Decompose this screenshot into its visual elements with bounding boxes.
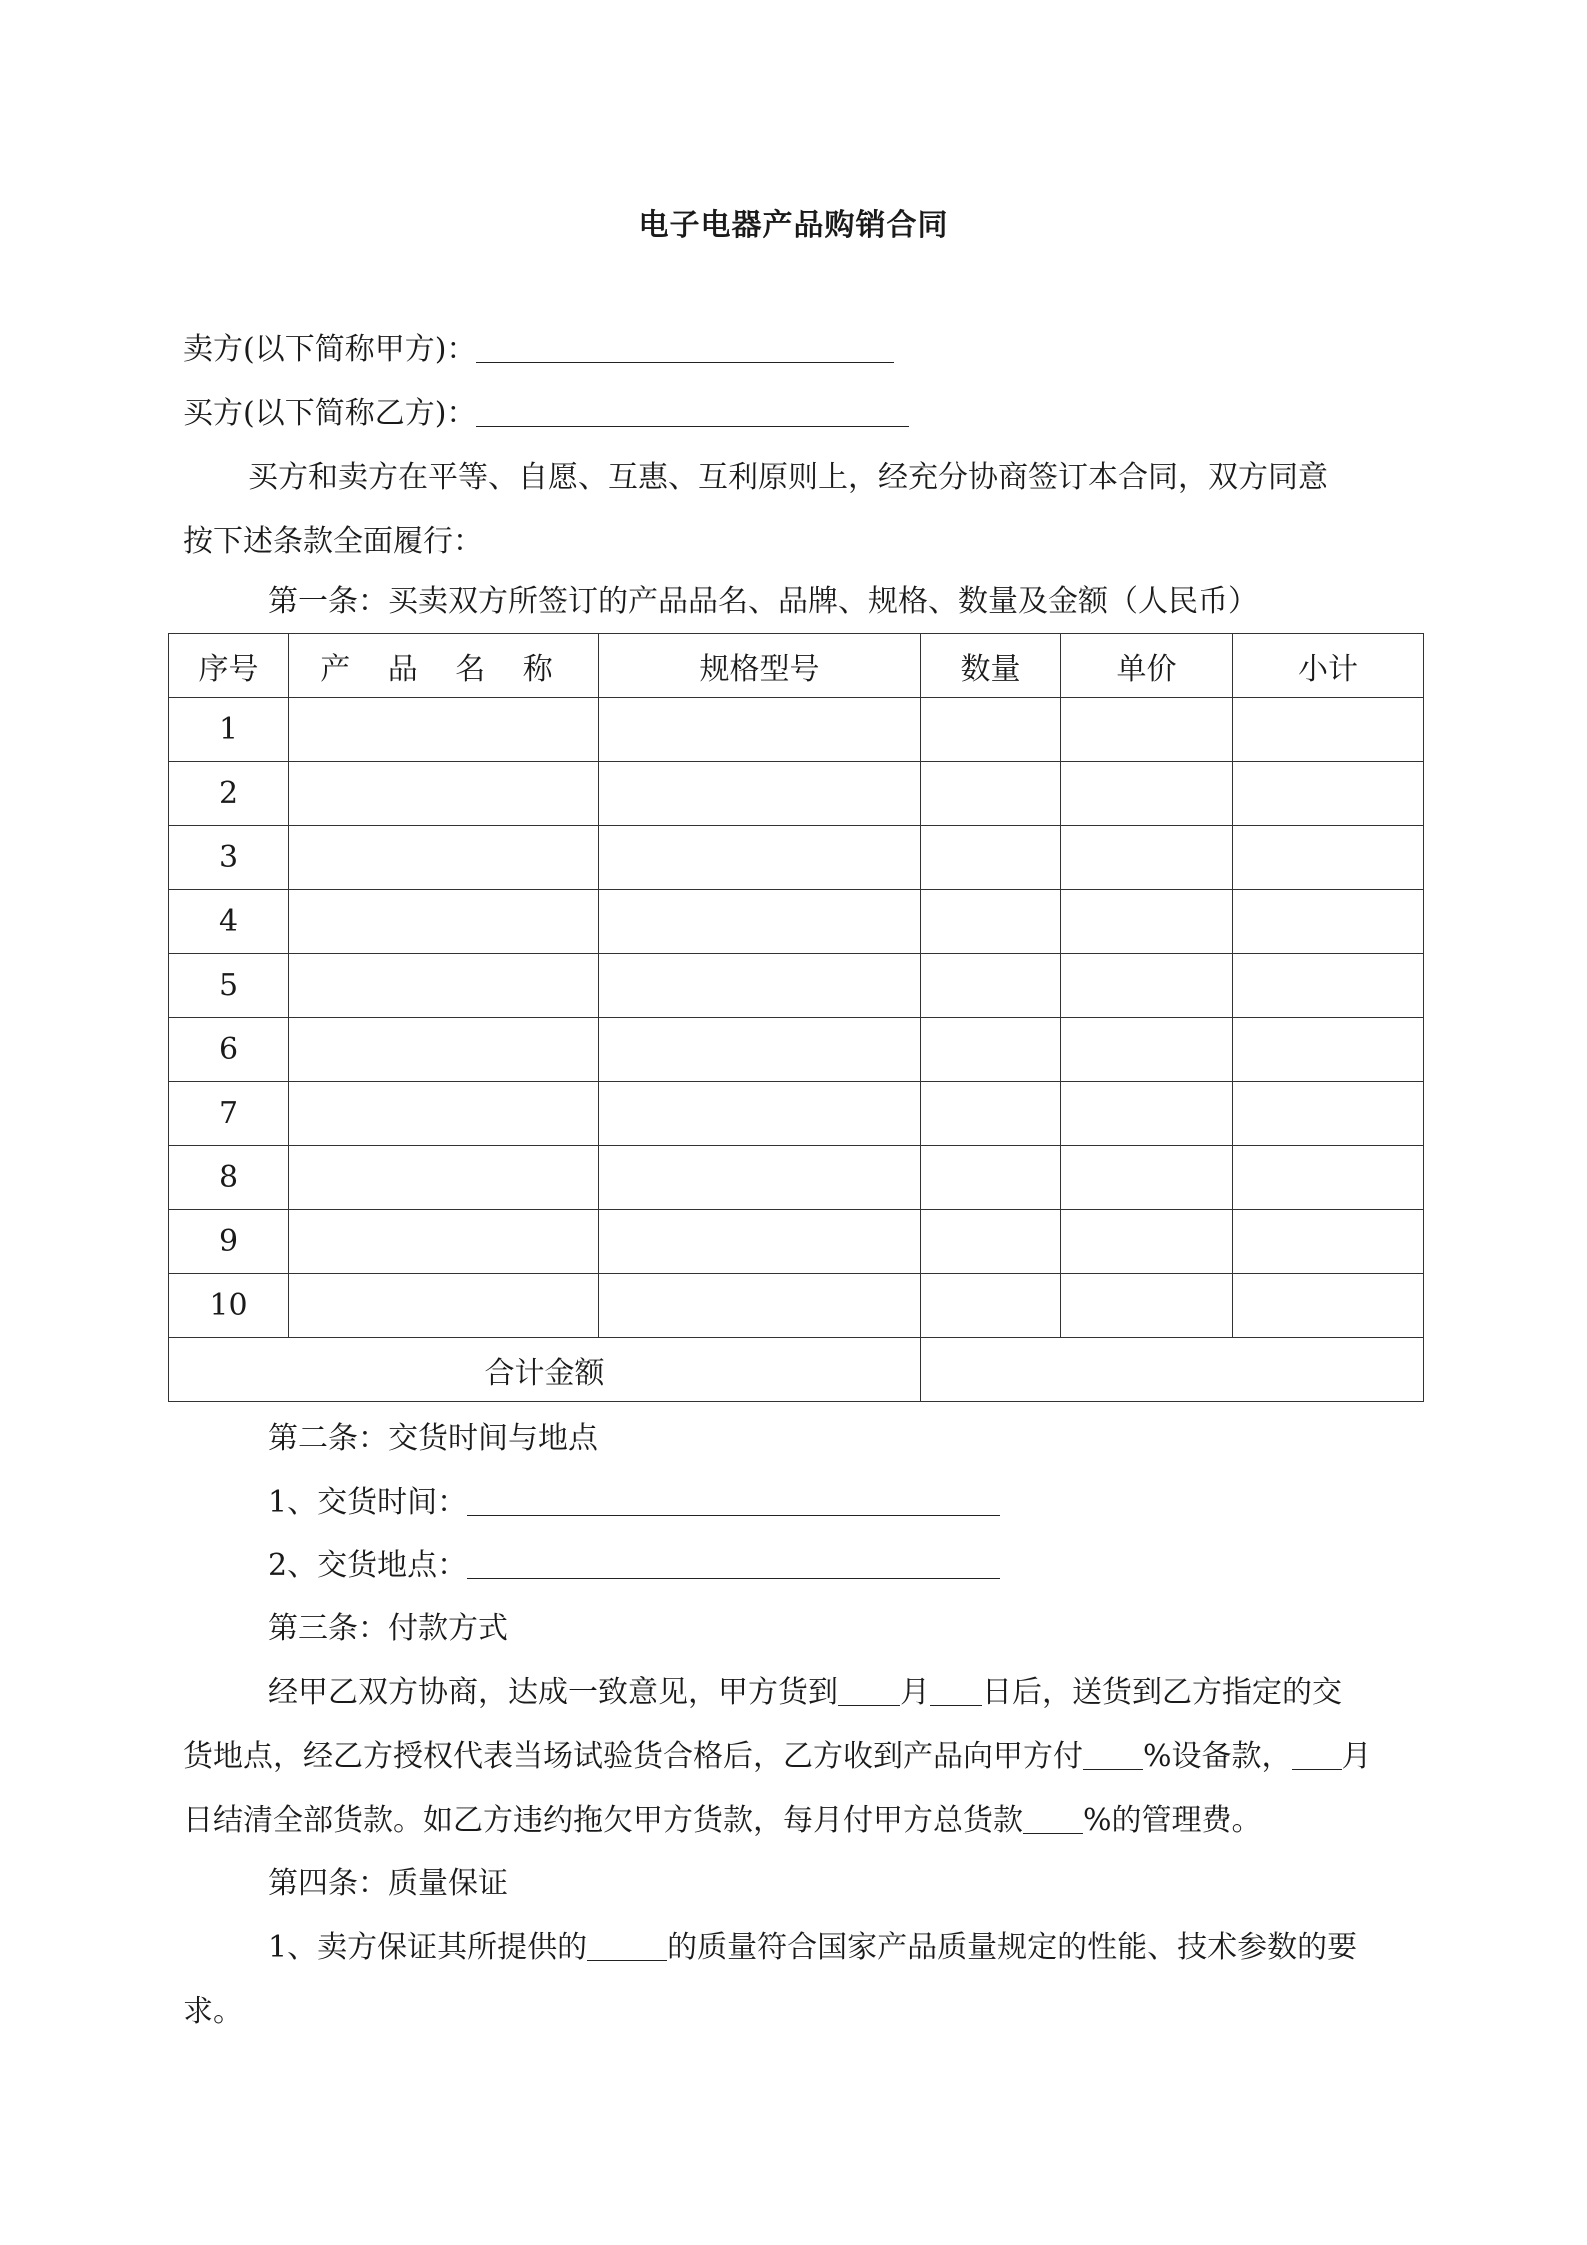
delivery-time-label: 1、交货时间： (268, 1485, 468, 1520)
row-index: 10 (169, 1274, 289, 1338)
quantity-cell[interactable] (921, 698, 1061, 762)
quantity-cell[interactable] (921, 954, 1061, 1018)
product-name-cell[interactable] (289, 1018, 599, 1082)
payment-text: 货地点，经乙方授权代表当场试验货合格后，乙方收到产品向甲方付 (183, 1739, 1083, 1774)
quantity-cell[interactable] (921, 826, 1061, 890)
row-index: 2 (169, 762, 289, 826)
seller-name-field[interactable] (476, 332, 894, 363)
model-cell[interactable] (599, 1274, 921, 1338)
table-row (169, 1082, 1424, 1146)
table-row (169, 762, 1424, 826)
row-index: 3 (169, 826, 289, 890)
payment-text: 经甲乙双方协商，达成一致意见，甲方货到 (268, 1675, 838, 1710)
col-header-product-name: 产 品 名 称 (289, 634, 599, 698)
payment-text: %设备款， (1143, 1739, 1292, 1774)
seller-label: 卖方(以下简称甲方)： (183, 332, 477, 367)
payment-text: 日后，送货到乙方指定的交 (982, 1675, 1342, 1710)
payment-text: 月 (900, 1675, 930, 1710)
subtotal-cell[interactable] (1233, 1210, 1424, 1274)
model-cell[interactable] (599, 762, 921, 826)
table-row (169, 1146, 1424, 1210)
arrival-day-field[interactable] (930, 1675, 982, 1706)
deposit-percent-field[interactable] (1083, 1739, 1143, 1770)
product-name-cell[interactable] (289, 954, 599, 1018)
buyer-name-field[interactable] (476, 396, 909, 427)
product-field[interactable] (587, 1930, 667, 1961)
unit-price-cell[interactable] (1061, 890, 1233, 954)
subtotal-cell[interactable] (1233, 698, 1424, 762)
model-cell[interactable] (599, 826, 921, 890)
unit-price-cell[interactable] (1061, 954, 1233, 1018)
row-index: 7 (169, 1082, 289, 1146)
col-header-quantity: 数量 (921, 634, 1061, 698)
delivery-time-line (268, 1483, 1000, 1523)
model-cell[interactable] (599, 698, 921, 762)
article-3-heading: 第三条：付款方式 (268, 1611, 508, 1646)
buyer-label: 买方(以下简称乙方)： (183, 396, 477, 431)
table-row (169, 826, 1424, 890)
settlement-month-field[interactable] (1292, 1739, 1342, 1770)
quantity-cell[interactable] (921, 1274, 1061, 1338)
payment-line-1 (268, 1673, 1342, 1713)
arrival-month-field[interactable] (838, 1675, 900, 1706)
product-name-cell[interactable] (289, 762, 599, 826)
management-fee-percent-field[interactable] (1023, 1803, 1083, 1834)
quantity-cell[interactable] (921, 890, 1061, 954)
product-name-cell[interactable] (289, 890, 599, 954)
delivery-time-field[interactable] (467, 1485, 1000, 1516)
col-header-unit-price: 单价 (1061, 634, 1233, 698)
payment-line-2 (183, 1737, 1372, 1777)
model-cell[interactable] (599, 1018, 921, 1082)
row-index: 6 (169, 1018, 289, 1082)
intro-line-1: 买方和卖方在平等、自愿、互惠、互利原则上，经充分协商签订本合同，双方同意 (248, 460, 1328, 495)
model-cell[interactable] (599, 890, 921, 954)
table-row (169, 1274, 1424, 1338)
row-index: 9 (169, 1210, 289, 1274)
table-row (169, 954, 1424, 1018)
delivery-place-line (268, 1546, 1000, 1586)
quality-text: 的质量符合国家产品质量规定的性能、技术参数的要 (667, 1930, 1358, 1965)
table-row (169, 890, 1424, 954)
table-body (169, 698, 1424, 1338)
row-index: 4 (169, 890, 289, 954)
article-1-heading: 第一条：买卖双方所签订的产品品名、品牌、规格、数量及金额（人民币） (268, 584, 1258, 619)
table-header-row (169, 634, 1424, 698)
subtotal-cell[interactable] (1233, 762, 1424, 826)
total-amount-cell[interactable] (921, 1338, 1424, 1402)
model-cell[interactable] (599, 1146, 921, 1210)
payment-text: %的管理费。 (1083, 1803, 1262, 1838)
table-row (169, 698, 1424, 762)
unit-price-cell[interactable] (1061, 698, 1233, 762)
unit-price-cell[interactable] (1061, 762, 1233, 826)
total-label: 合计金额 (169, 1338, 921, 1402)
payment-text: 月 (1341, 1739, 1372, 1774)
article-4-heading: 第四条：质量保证 (268, 1866, 508, 1901)
unit-price-cell[interactable] (1061, 1146, 1233, 1210)
article-2-heading: 第二条：交货时间与地点 (268, 1421, 598, 1456)
total-row (169, 1338, 1424, 1402)
product-name-cell[interactable] (289, 1274, 599, 1338)
delivery-place-field[interactable] (467, 1548, 1000, 1579)
product-name-cell[interactable] (289, 1210, 599, 1274)
row-index: 1 (169, 698, 289, 762)
model-cell[interactable] (599, 1082, 921, 1146)
unit-price-cell[interactable] (1061, 1274, 1233, 1338)
subtotal-cell[interactable] (1233, 826, 1424, 890)
quantity-cell[interactable] (921, 1146, 1061, 1210)
payment-text: 日结清全部货款。如乙方违约拖欠甲方货款，每月付甲方总货款 (183, 1803, 1023, 1838)
table-row (169, 1210, 1424, 1274)
table-row (169, 1018, 1424, 1082)
col-header-subtotal: 小计 (1233, 634, 1424, 698)
product-name-cell[interactable] (289, 826, 599, 890)
quantity-cell[interactable] (921, 1018, 1061, 1082)
intro-line-2: 按下述条款全面履行： (183, 524, 483, 559)
quantity-cell[interactable] (921, 1210, 1061, 1274)
subtotal-cell[interactable] (1233, 1146, 1424, 1210)
subtotal-cell[interactable] (1233, 1082, 1424, 1146)
col-header-model: 规格型号 (599, 634, 921, 698)
payment-line-3 (183, 1801, 1262, 1841)
delivery-place-label: 2、交货地点： (268, 1548, 468, 1583)
row-index: 5 (169, 954, 289, 1018)
unit-price-cell[interactable] (1061, 826, 1233, 890)
quality-line-1 (268, 1928, 1357, 1968)
product-name-cell[interactable] (289, 698, 599, 762)
model-cell[interactable] (599, 1210, 921, 1274)
row-index: 8 (169, 1146, 289, 1210)
col-header-index: 序号 (169, 634, 289, 698)
quality-line-2: 求。 (183, 1994, 243, 2029)
unit-price-cell[interactable] (1061, 1082, 1233, 1146)
quantity-cell[interactable] (921, 1082, 1061, 1146)
seller-line (183, 330, 894, 370)
subtotal-cell[interactable] (1233, 1274, 1424, 1338)
unit-price-cell[interactable] (1061, 1210, 1233, 1274)
quantity-cell[interactable] (921, 762, 1061, 826)
quality-text: 1、卖方保证其所提供的 (268, 1930, 588, 1965)
product-name-cell[interactable] (289, 1146, 599, 1210)
subtotal-cell[interactable] (1233, 954, 1424, 1018)
model-cell[interactable] (599, 954, 921, 1018)
product-name-cell[interactable] (289, 1082, 599, 1146)
subtotal-cell[interactable] (1233, 1018, 1424, 1082)
unit-price-cell[interactable] (1061, 1018, 1233, 1082)
product-table (168, 633, 1424, 1402)
document-title: 电子电器产品购销合同 (638, 208, 949, 243)
buyer-line (183, 394, 909, 434)
subtotal-cell[interactable] (1233, 890, 1424, 954)
